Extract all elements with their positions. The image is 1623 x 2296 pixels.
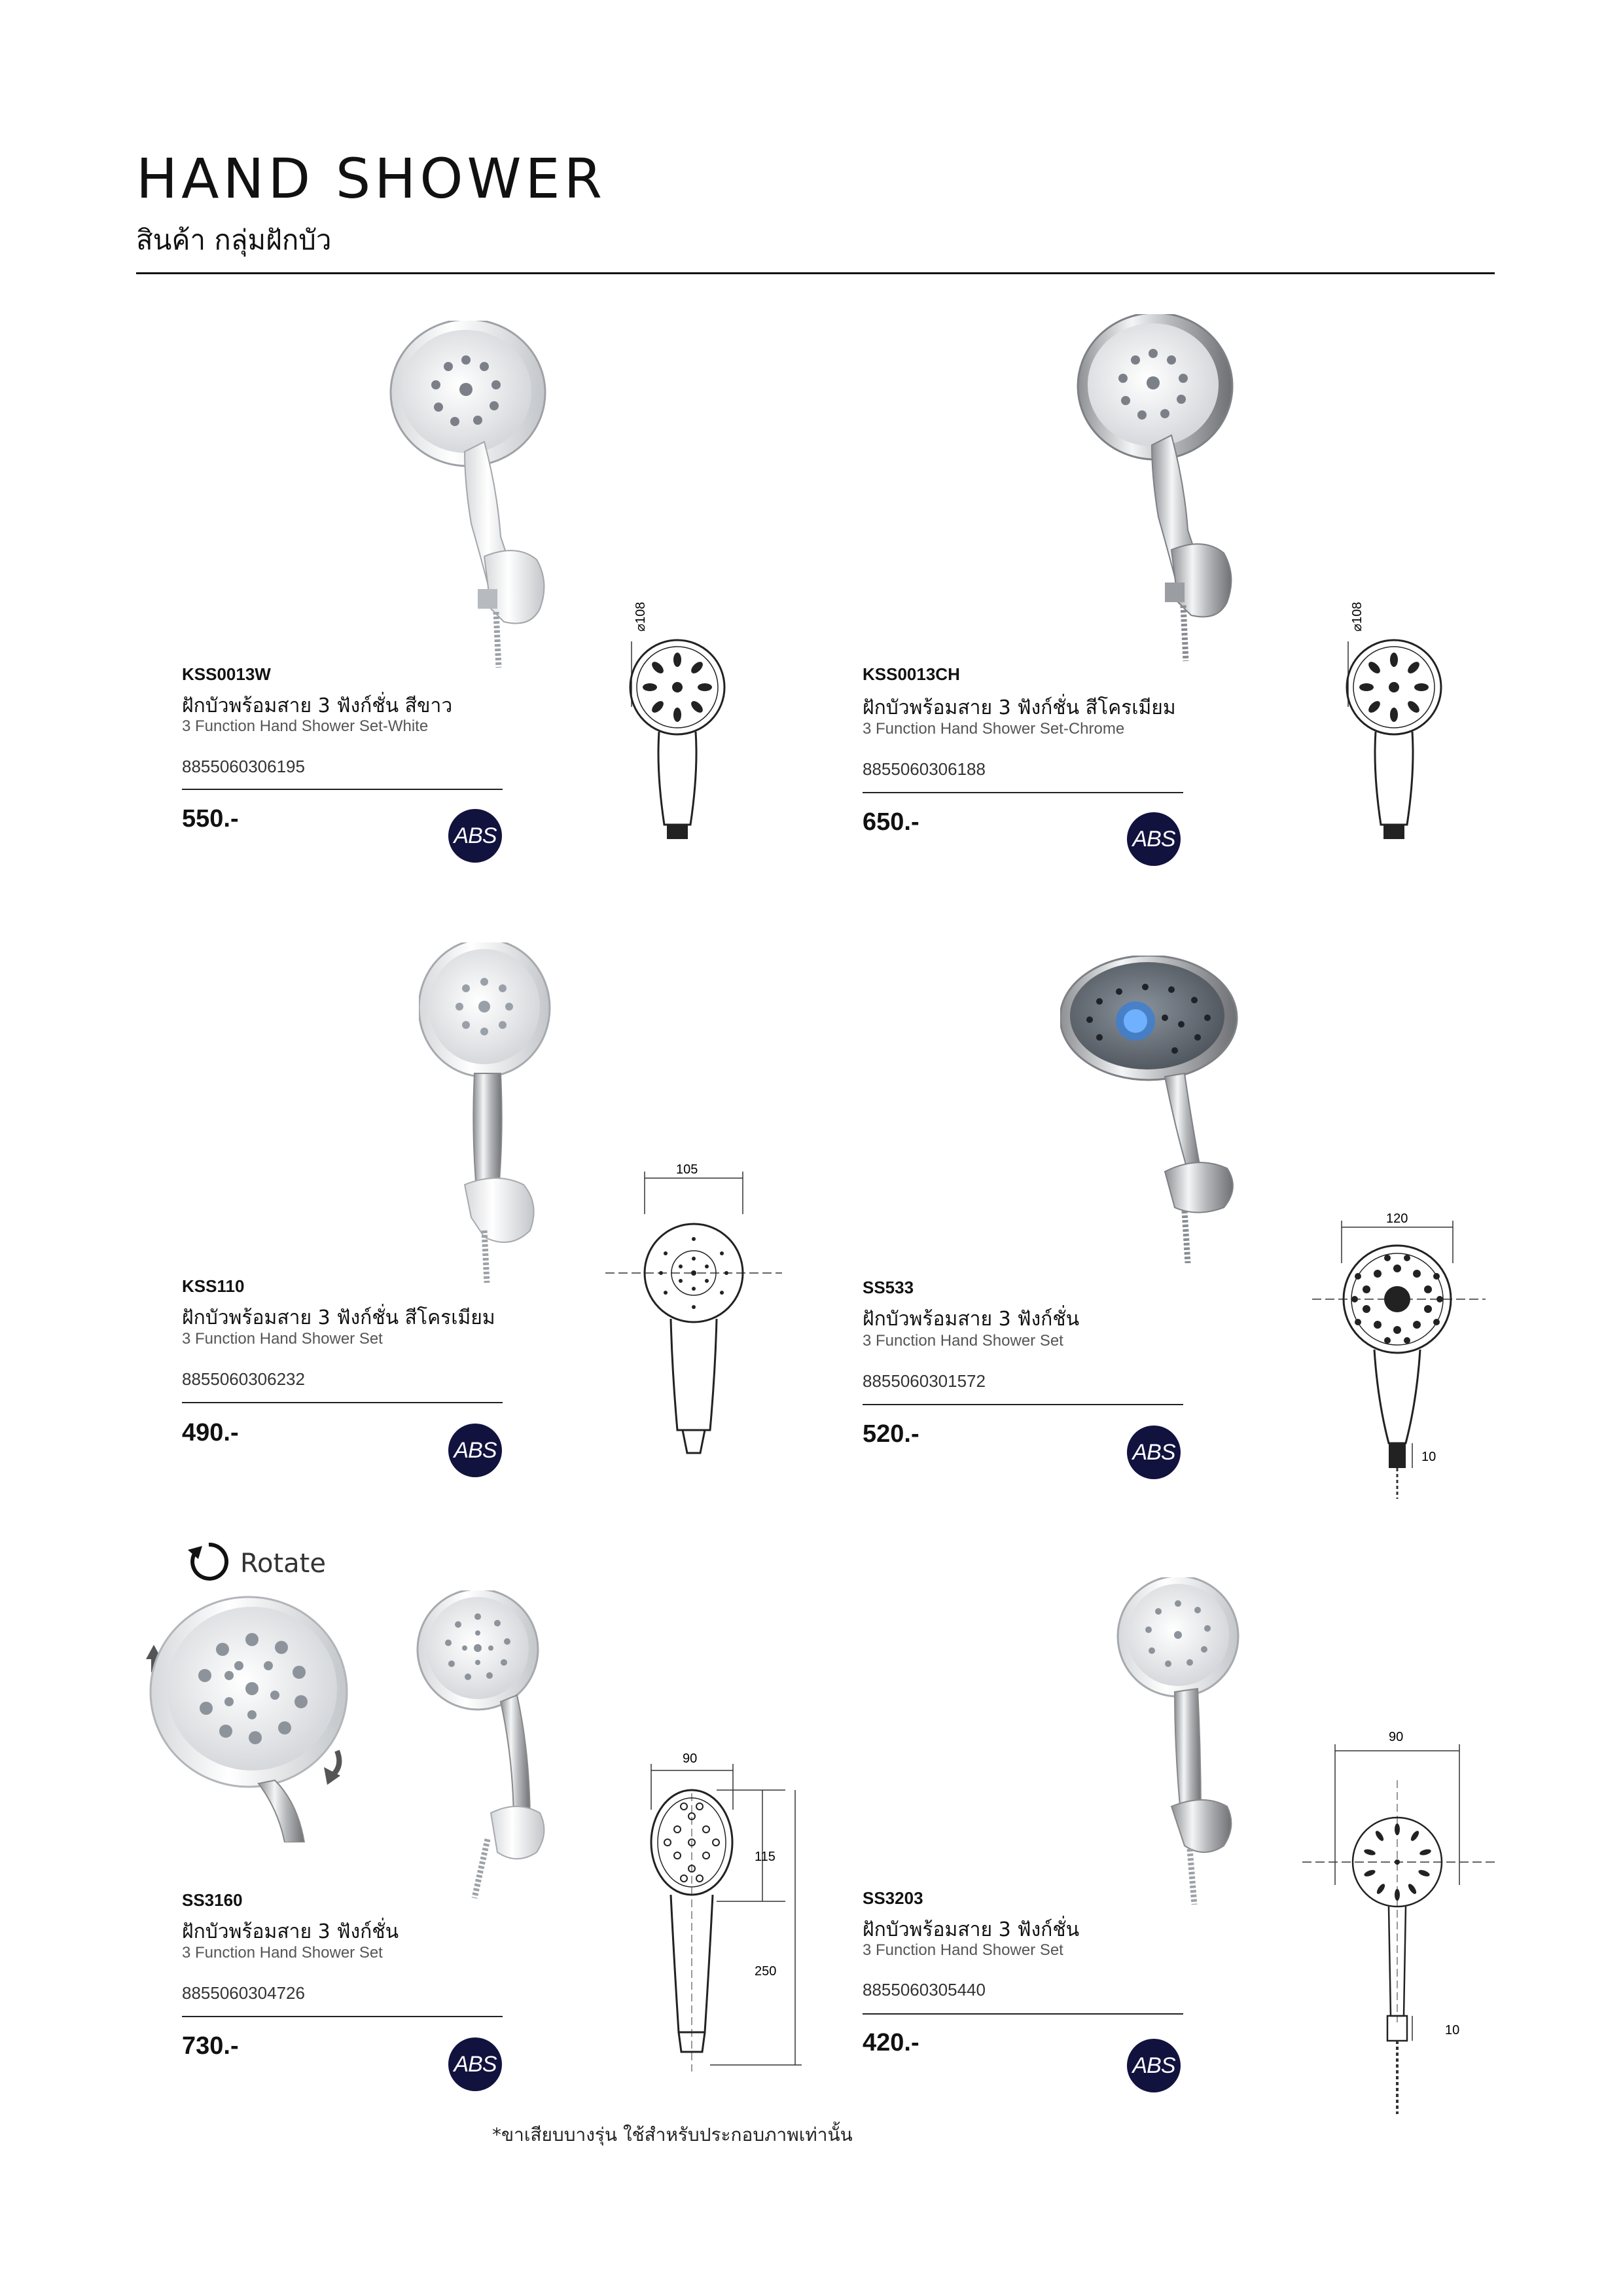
product-code: KSS110 — [182, 1276, 245, 1296]
product-name-en: 3 Function Hand Shower Set — [863, 1332, 1063, 1350]
technical-drawing — [1309, 1211, 1492, 1505]
material-badge: ABS — [448, 2037, 502, 2091]
product-name-th: ฝักบัวพร้อมสาย 3 ฟังก์ชั่น สีโครเมียม — [182, 1306, 495, 1329]
product-name-th: ฝักบัวพร้อมสาย 3 ฟังก์ชั่น สีโครเมียม — [863, 696, 1176, 719]
material-badge: ABS — [448, 1424, 502, 1477]
product-price: 550.- — [182, 805, 239, 833]
footnote: *ขาเสียบบางรุ่น ใช้สำหรับประกอบภาพเท่านั้น — [492, 2124, 853, 2145]
product-photo — [419, 942, 589, 1283]
technical-drawing — [599, 1162, 789, 1476]
product-name-th: ฝักบัวพร้อมสาย 3 ฟังก์ชั่น — [863, 1918, 1080, 1941]
material-badge: ABS — [1127, 2039, 1181, 2092]
product-name-th: ฝักบัวพร้อมสาย 3 ฟังก์ชั่น สีขาว — [182, 694, 453, 717]
product-price: 520.- — [863, 1420, 919, 1448]
product-barcode: 8855060305440 — [863, 1980, 986, 2000]
dimension-label: 105 — [676, 1162, 698, 1177]
technical-drawing — [1302, 1728, 1505, 2121]
product-barcode: 8855060306188 — [863, 759, 986, 779]
product-code: KSS0013CH — [863, 664, 960, 684]
product-photo — [1073, 314, 1270, 668]
dimension-label: 250 — [755, 1964, 777, 1979]
material-badge: ABS — [1127, 812, 1181, 866]
header-divider — [136, 272, 1495, 274]
dimension-label: 120 — [1386, 1211, 1408, 1226]
product-photo — [1113, 1577, 1276, 1905]
product-barcode: 8855060306232 — [182, 1369, 305, 1389]
material-badge: ABS — [448, 809, 502, 863]
rotate-callout — [187, 1539, 326, 1587]
dimension-label: 90 — [1389, 1730, 1404, 1744]
page-subtitle: สินค้า กลุ่มฝักบัว — [136, 224, 332, 256]
product-name-en: 3 Function Hand Shower Set-Chrome — [863, 720, 1125, 738]
dimension-label: ⌀108 — [633, 601, 648, 632]
product-divider — [182, 2016, 503, 2017]
product-price: 650.- — [863, 808, 919, 836]
product-name-en: 3 Function Hand Shower Set — [182, 1944, 383, 1962]
product-price: 490.- — [182, 1419, 239, 1446]
product-photo — [1060, 956, 1270, 1263]
product-name-th: ฝักบัวพร้อมสาย 3 ฟังก์ชั่น — [863, 1308, 1080, 1331]
rotate-icon — [187, 1539, 231, 1587]
product-divider — [182, 1402, 503, 1403]
product-name-en: 3 Function Hand Shower Set — [182, 1330, 383, 1348]
product-divider — [863, 1404, 1183, 1405]
rotate-arrow-icon — [324, 1751, 340, 1785]
technical-drawing — [612, 589, 749, 877]
dimension-label: 10 — [1421, 1450, 1436, 1464]
technical-drawing — [638, 1744, 815, 2085]
product-code: SS3203 — [863, 1888, 923, 1908]
rotate-label: Rotate — [240, 1548, 326, 1579]
product-name-en: 3 Function Hand Shower Set — [863, 1941, 1063, 1959]
product-name-th: ฝักบัวพร้อมสาย 3 ฟังก์ชั่น — [182, 1920, 399, 1943]
product-code: KSS0013W — [182, 664, 271, 684]
product-barcode: 8855060306195 — [182, 757, 305, 776]
product-name-en: 3 Function Hand Shower Set-White — [182, 717, 429, 735]
product-code: SS3160 — [182, 1890, 243, 1910]
product-divider — [863, 2013, 1183, 2015]
dimension-label: 10 — [1445, 2023, 1460, 2037]
product-price: 730.- — [182, 2032, 239, 2060]
product-photo — [386, 321, 582, 674]
dimension-label: ⌀108 — [1350, 601, 1364, 632]
product-price: 420.- — [863, 2029, 919, 2056]
product-barcode: 8855060301572 — [863, 1371, 986, 1391]
product-barcode: 8855060304726 — [182, 1983, 305, 2003]
dimension-label: 115 — [755, 1850, 776, 1864]
product-divider — [182, 789, 503, 790]
technical-drawing — [1329, 589, 1466, 877]
material-badge: ABS — [1127, 1426, 1181, 1479]
product-closeup-photo — [141, 1594, 366, 1842]
product-divider — [863, 792, 1183, 793]
page-title: HAND SHOWER — [136, 147, 606, 211]
dimension-label: 90 — [683, 1751, 698, 1766]
product-code: SS533 — [863, 1278, 914, 1297]
product-photo — [412, 1590, 576, 1905]
